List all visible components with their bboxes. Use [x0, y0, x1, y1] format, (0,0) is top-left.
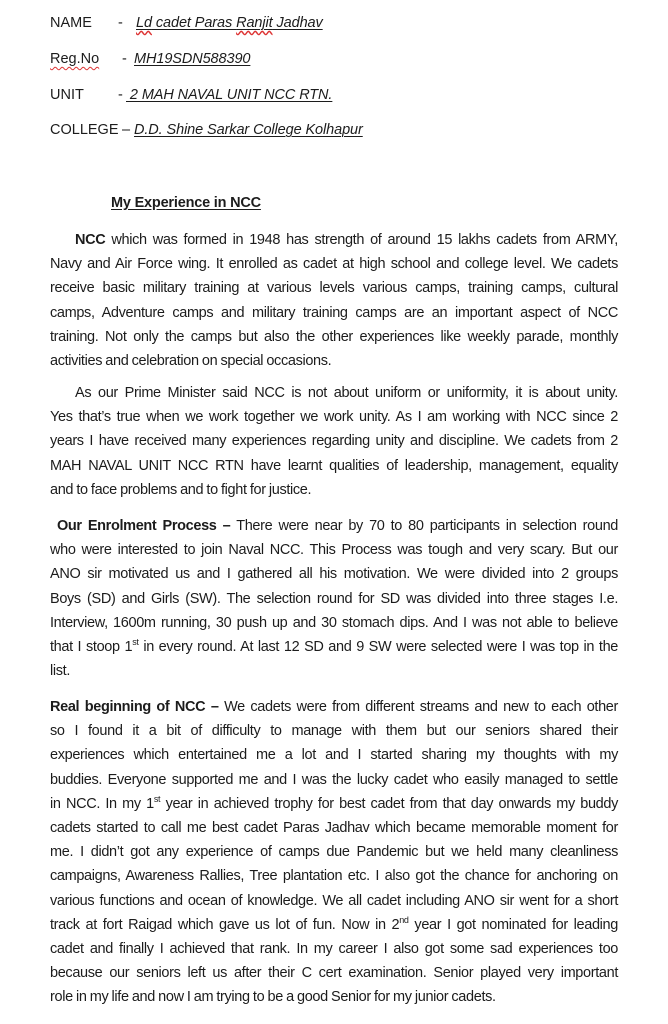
- text-line: cadet and finally I achieved that rank. In my career I also got some sad experiences too: [50, 940, 618, 957]
- text-line: Our Enrolment Process – There were near by 70 to 80 participants in selection round: [57, 518, 618, 534]
- text-line: years I have received many experiences regarding unity and discipline. We cadets from 2: [50, 433, 618, 450]
- reg-no-value: MH19SDN588390: [134, 51, 251, 67]
- text-line: ANO sir motivated us and I gathered all his motivation. We were divided into 2 groups: [50, 566, 618, 583]
- text-line: Interview, 1600m running, 30 push up and 30 stomach dips. And I was not able to believe: [50, 614, 618, 631]
- text-line: in NCC. In my 1st year in achieved trophy for best cadet from that day onwards my buddy: [50, 793, 618, 812]
- text-line: Real beginning of NCC – We cadets were from different streams and new to each other: [50, 699, 618, 715]
- text-line: so I found it a bit of difficulty to manage with them but our seniors shared their: [50, 723, 618, 740]
- text-line: who were interested to join Naval NCC. This Process was tough and very scary. But our: [50, 542, 618, 559]
- paragraph-enrolment-process: [50, 514, 618, 683]
- text-line: training. Not only the camps but also the other experiences like weekly parade, monthly: [50, 328, 618, 345]
- text-line: camps, Adventure camps and military training camps are an important aspect of NCC: [50, 304, 618, 321]
- paragraph-ncc-intro: [50, 228, 618, 373]
- text-line: role in my life and now I am trying to be a good Senior for my junior cadets.: [50, 989, 496, 1006]
- text-line: Yes that’s true when we work together we work unity. As I am working with NCC since 2: [50, 409, 618, 426]
- text-line: activities and celebration on special occasions.: [50, 352, 332, 369]
- reg-no-label: Reg.No: [50, 51, 100, 67]
- text-line: receive basic military training at various levels various camps, training camps, cultural: [50, 280, 618, 297]
- text-line: NCC which was formed in 1948 has strength of around 15 lakhs cadets from ARMY,: [75, 232, 618, 248]
- text-line: that I stoop 1st in every round. At last 12 SD and 9 SW were selected were I was top in the: [50, 636, 619, 655]
- text-line: buddies. Everyone supported me and I was the lucky cadet who easily managed to settle: [50, 771, 618, 788]
- paragraph-unity: [50, 381, 618, 502]
- text-line: various functions and ocean of knowledge. We all cadet including ANO sir went for a short: [50, 892, 618, 909]
- text-line: MAH NAVAL UNIT NCC RTN have learnt qualities of leadership, management, equality: [50, 457, 618, 474]
- lead-text: Real beginning of NCC –: [50, 699, 219, 715]
- reg-no-separator: -: [122, 51, 127, 67]
- text-line: campaigns, Awareness Rallies, Tree plantation etc. I also got the chance for anchoring on: [50, 868, 618, 885]
- lead-text: NCC: [75, 232, 106, 248]
- text-line: list.: [50, 663, 71, 680]
- text-line: track at fort Raigad which gave us lot of fun. Now in 2nd year I got nominated for leading: [50, 914, 618, 933]
- text-line: Boys (SD) and Girls (SW). The selection round for SD was divided into three stages I.e.: [50, 590, 618, 607]
- name-separator: -: [118, 15, 123, 31]
- college-value: D.D. Shine Sarkar College Kolhapur: [134, 122, 363, 138]
- spellcheck-flag: Ranjit: [236, 15, 273, 31]
- college-label: COLLEGE: [50, 122, 119, 138]
- text-line: As our Prime Minister said NCC is not about uniform or uniformity, it is about unity.: [75, 385, 618, 401]
- lead-text: Our Enrolment Process –: [57, 518, 231, 534]
- text-line: and to face problems and to fight for justice.: [50, 481, 312, 498]
- unit-separator: -: [118, 87, 123, 103]
- college-separator: –: [122, 122, 131, 138]
- spellcheck-flag: Ld: [136, 15, 152, 31]
- text-line: cadets started to call me best cadet Paras Jadhav which became memorable moment for: [50, 819, 618, 836]
- name-label: NAME: [50, 15, 92, 31]
- unit-label: UNIT: [50, 87, 84, 103]
- name-value: Ld cadet Paras Ranjit Jadhav: [136, 15, 323, 31]
- paragraph-real-beginning: [50, 695, 618, 1009]
- text-line: experiences which entertained me a lot and I started sharing my thoughts with my: [50, 747, 618, 764]
- page-title: My Experience in NCC: [111, 195, 261, 211]
- text-line: me. I didn’t got any experience of camps due Pandemic but we held many cleanliness: [50, 844, 618, 861]
- text-line: because our seniors left us after their C cert examination. Senior played very important: [50, 965, 618, 982]
- text-line: Navy and Air Force wing. It enrolled as cadet at high school and college level. We cadets: [50, 256, 618, 273]
- unit-value: 2 MAH NAVAL UNIT NCC RTN.: [126, 87, 333, 103]
